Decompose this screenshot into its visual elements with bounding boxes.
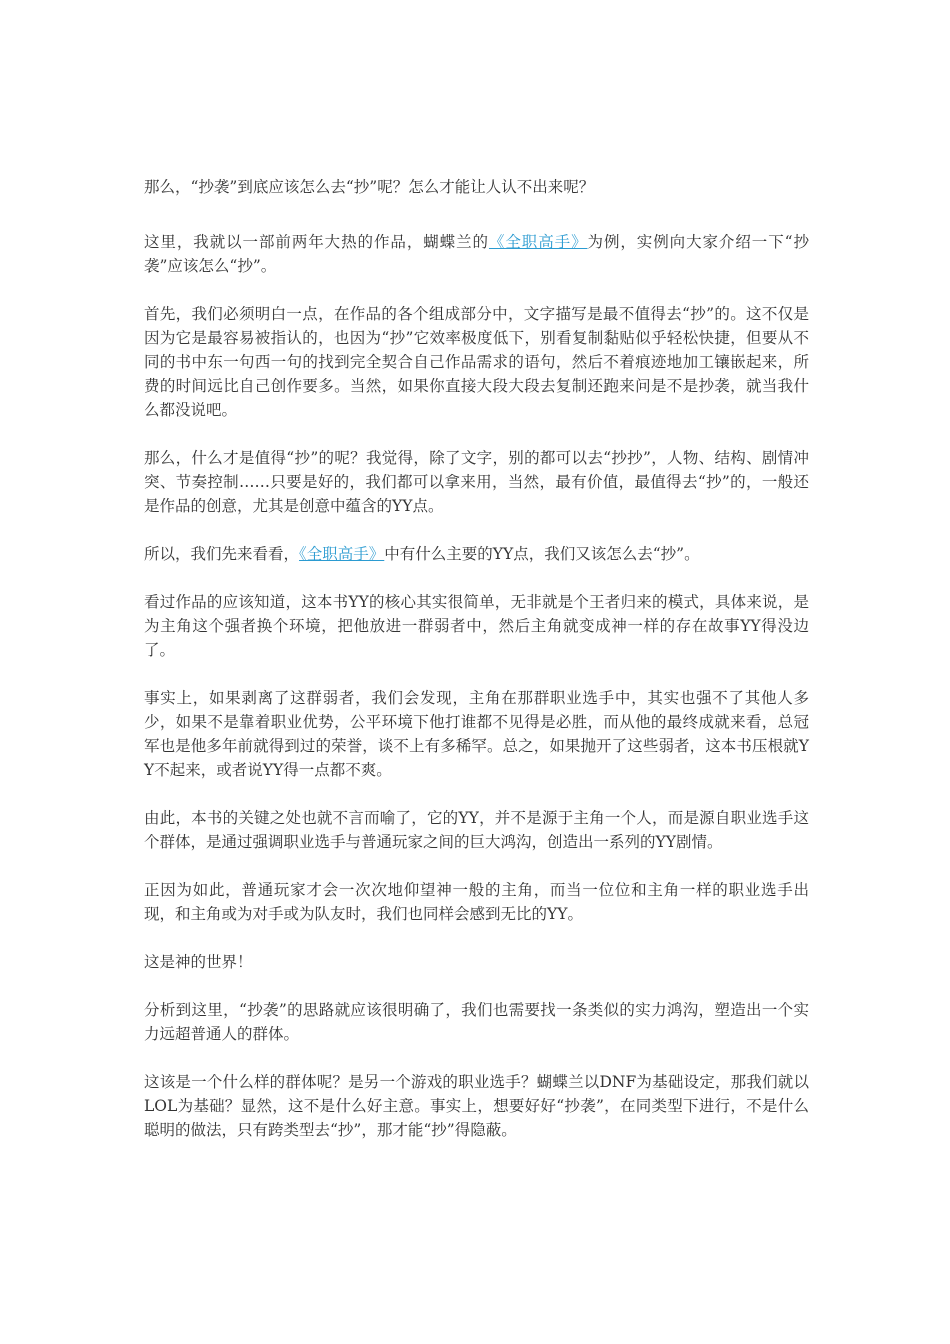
paragraph-5-text-before: 所以，我们先来看看， bbox=[144, 545, 300, 563]
paragraph-4: 那么，什么才是值得“抄”的呢？我觉得，除了文字，别的都可以去“抄抄”，人物、结构、剧情冲突、节奏控制……只要是好的，我们都可以拿来用，当然，最有价值，最值得去“抄”的，一般还是作品的创意，尤其是创意中蕴含的YY点。 bbox=[144, 449, 809, 515]
book-title-link[interactable]: 《全职高手》 bbox=[299, 545, 385, 563]
paragraph-9: 正因为如此，普通玩家才会一次次地仰望神一般的主角，而当一位位和主角一样的职业选手出现，和主角或为对手或为队友时，我们也同样会感到无比的YY。 bbox=[144, 881, 809, 923]
book-title-link[interactable]: 《全职高手》 bbox=[488, 233, 588, 251]
paragraph-2-text-after: 为例，实例向大家介绍一下“抄袭”应该怎么“抄”。 bbox=[144, 233, 809, 275]
article-body bbox=[144, 175, 809, 1166]
paragraph-7: 事实上，如果剥离了这群弱者，我们会发现，主角在那群职业选手中，其实也强不了其他人多少，如果不是靠着职业优势，公平环境下他打谁都不见得是必胜，而从他的最终成就来看，总冠军也是他多年前就得到过的荣誉，谈不上有多稀罕。总之，如果抛开了这些弱者，这本书压根就YY不起来，或者说YY得一点都不爽。 bbox=[144, 689, 809, 779]
paragraph-6: 看过作品的应该知道，这本书YY的核心其实很简单，无非就是个王者归来的模式，具体来说，是为主角这个强者换个环境，把他放进一群弱者中，然后主角就变成神一样的存在故事YY得没边了。 bbox=[144, 593, 809, 659]
paragraph-5-text-after: 中有什么主要的YY点，我们又该怎么去“抄”。 bbox=[384, 545, 700, 563]
paragraph-2 bbox=[144, 230, 809, 278]
paragraph-1: 那么，“抄袭”到底应该怎么去“抄”呢？怎么才能让人认不出来呢？ bbox=[144, 178, 595, 196]
paragraph-5 bbox=[144, 542, 809, 566]
paragraph-12: 这该是一个什么样的群体呢？是另一个游戏的职业选手？蝴蝶兰以DNF为基础设定，那我们就以LOL为基础？显然，这不是什么好主意。事实上，想要好好“抄袭”，在同类型下进行，不是什么聪明的做法，只有跨类型去“抄”，那才能“抄”得隐蔽。 bbox=[144, 1073, 809, 1139]
paragraph-10: 这是神的世界！ bbox=[144, 953, 253, 971]
paragraph-8: 由此，本书的关键之处也就不言而喻了，它的YY，并不是源于主角一个人，而是源自职业选手这个群体，是通过强调职业选手与普通玩家之间的巨大鸿沟，创造出一系列的YY剧情。 bbox=[144, 809, 809, 851]
paragraph-2-text-before: 这里，我就以一部前两年大热的作品，蝴蝶兰的 bbox=[144, 233, 489, 251]
paragraph-3: 首先，我们必须明白一点，在作品的各个组成部分中，文字描写是最不值得去“抄”的。这不仅是因为它是最容易被指认的，也因为“抄”它效率极度低下，别看复制黏贴似乎轻松快捷，但要从不同的书中东一句西一句的找到完全契合自己作品需求的语句，然后不着痕迹地加工镶嵌起来，所费的时间远比自己创作要多。当然，如果你直接大段大段去复制还跑来问是不是抄袭，就当我什么都没说吧。 bbox=[144, 305, 809, 419]
paragraph-11: 分析到这里，“抄袭”的思路就应该很明确了，我们也需要找一条类似的实力鸿沟，塑造出一个实力远超普通人的群体。 bbox=[144, 1001, 809, 1043]
